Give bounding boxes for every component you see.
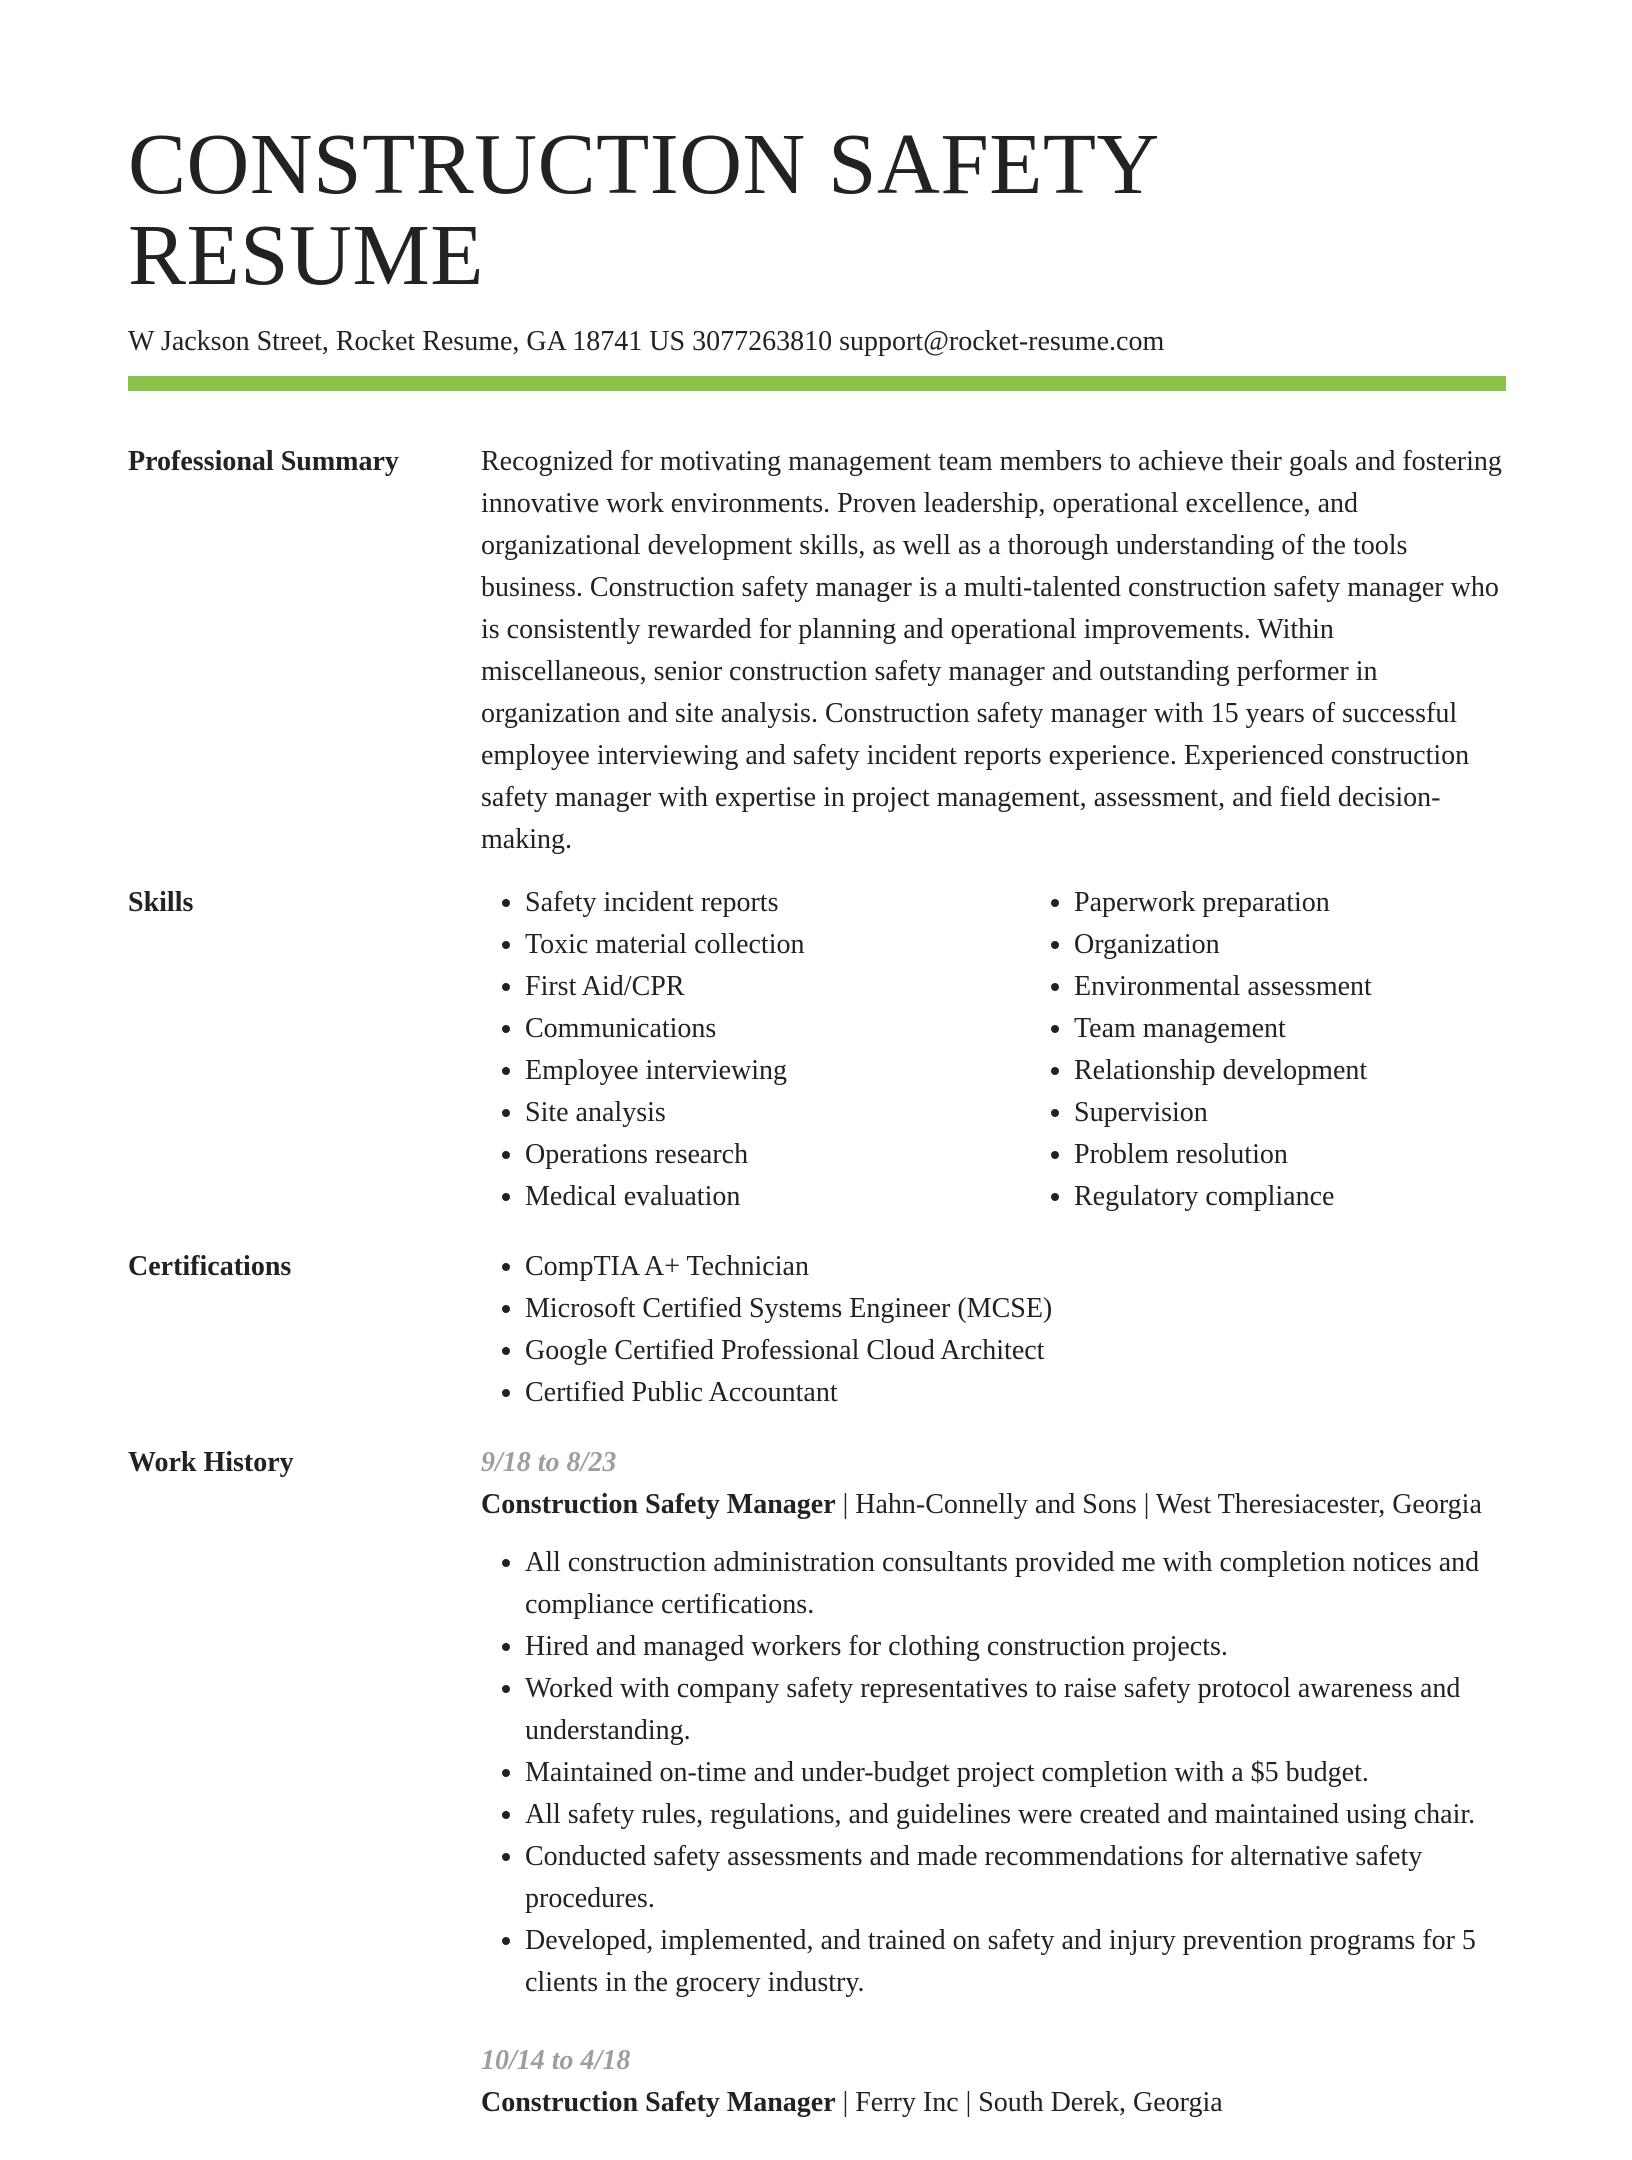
resume-title: CONSTRUCTION SAFETY RESUME [128,115,1157,304]
skill-item: • Communications [525,1008,1030,1050]
certification-item: • Certified Public Accountant [525,1372,1506,1414]
job-bullet: • Worked with company safety representatives to raise safety protocol awareness and understanding. [525,1668,1506,1752]
job-bullet: • Hired and managed workers for clothing construction projects. [525,1626,1506,1668]
resume-page [128,115,1506,2160]
skill-item: • Safety incident reports [525,882,1030,924]
header-divider [128,376,1506,391]
summary-text: Recognized for motivating management team members to achieve their goals and fostering innovative work environments. Proven leadership, operational excellence, and organizational development skills, as well as a thorough understanding of the tools business. Construction safety manager is a multi-talented construction safety manager who is consistently rewarded for planning and operational improvements. Within miscellaneous, senior construction safety manager and outstanding performer in organization and site analysis. Construction safety manager with 15 years of successful employee interviewing and safety incident reports experience. Experienced construction safety manager with expertise in project management, assessment, and field decision-making. [481,446,1502,856]
skills-list-right [1030,882,1579,1218]
skill-item: • Problem resolution [1074,1134,1579,1176]
job-title: Construction Safety Manager [481,2087,836,2119]
skill-item: • Site analysis [525,1092,1030,1134]
certification-item: • Google Certified Professional Cloud Architect [525,1330,1506,1372]
skill-item: • First Aid/CPR [525,966,1030,1008]
skill-item: • Toxic material collection [525,924,1030,966]
job-entry [481,1442,1506,2004]
professional-summary-section [128,441,1506,861]
job-bullet: • All construction administration consultants provided me with completion notices and compliance certifications. [525,1542,1506,1626]
skill-item: • Relationship development [1074,1050,1579,1092]
jobs-container [481,1442,1506,2160]
job-bullet: • Conducted safety assessments and made recommendations for alternative safety procedures. [525,1836,1506,1920]
certification-item: • CompTIA A+ Technician [525,1246,1506,1288]
skill-item: • Medical evaluation [525,1176,1030,1218]
skill-item: • Supervision [1074,1092,1579,1134]
job-details: | Ferry Inc | South Derek, Georgia [835,2087,1223,2119]
skill-item: • Employee interviewing [525,1050,1030,1092]
certification-item: • Microsoft Certified Systems Engineer (MCSE) [525,1288,1506,1330]
section-label: Certifications [128,1251,292,1283]
job-bullet: • Developed, implemented, and trained on safety and injury prevention programs for 5 clients in the grocery industry. [525,1920,1506,2004]
job-title: Construction Safety Manager [481,1489,836,1521]
section-label: Skills [128,887,194,919]
job-details: | Hahn-Connelly and Sons | West Theresiacester, Georgia [835,1489,1482,1521]
certifications-section [128,1246,1506,1414]
skill-item: • Organization [1074,924,1579,966]
job-bullet: • Maintained on-time and under-budget project completion with a $5 budget. [525,1752,1506,1794]
skill-item: • Operations research [525,1134,1030,1176]
job-bullets [481,1542,1506,2004]
skill-item: • Team management [1074,1008,1579,1050]
job-dates: 10/14 to 4/18 [481,2045,631,2077]
skill-item: • Paperwork preparation [1074,882,1579,924]
section-label: Professional Summary [128,446,399,478]
skill-item: • Environmental assessment [1074,966,1579,1008]
job-heading [481,1484,1506,1526]
job-dates: 9/18 to 8/23 [481,1447,617,1479]
skills-list-left [481,882,1030,1218]
section-label: Work History [128,1447,294,1479]
job-heading [481,2082,1506,2124]
skills-section [128,882,1506,1218]
certifications-list [481,1246,1506,1414]
job-bullet: • All safety rules, regulations, and guidelines were created and maintained using chair. [525,1794,1506,1836]
skill-item: • Regulatory compliance [1074,1176,1579,1218]
work-history-section [128,1442,1506,2160]
contact-line: W Jackson Street, Rocket Resume, GA 18741 US 3077263810 support@rocket-resume.com [128,325,1165,357]
